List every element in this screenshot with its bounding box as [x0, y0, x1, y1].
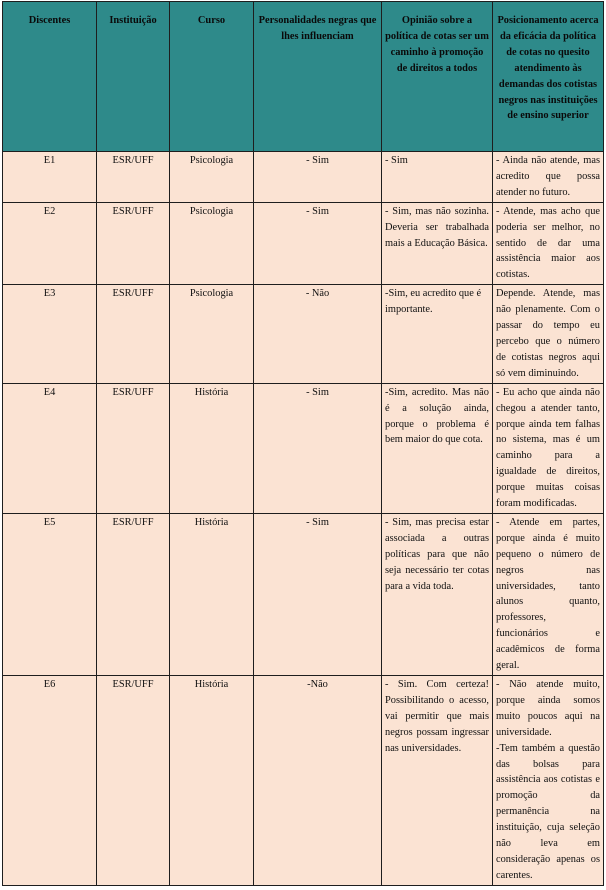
header-instituicao: Instituição	[97, 2, 170, 152]
cell-posicionamento-paragraph: - Não atende muito, porque ainda somos muito poucos aqui na universidade.	[496, 679, 600, 738]
cell-posicionamento: - Ainda não atende, mas acredito que possa atender no futuro.	[493, 152, 604, 203]
header-curso: Curso	[170, 2, 254, 152]
cell-opiniao: - Sim, mas não sozinha. Deveria ser trabalhada mais a Educação Básica.	[382, 202, 493, 285]
cell-opiniao: - Sim. Com certeza! Possibilitando o acesso, vai permitir que mais negros possam ingressar nas universidades.	[382, 676, 493, 886]
table-row	[3, 152, 604, 203]
cell-curso: Psicologia	[170, 152, 254, 203]
students-table	[2, 1, 604, 886]
cell-opiniao: -Sim, eu acredito que é importante.	[382, 285, 493, 383]
cell-posicionamento: - Eu acho que ainda não chegou a atender tanto, porque ainda tem falhas no sistema, mas é um caminho para a igualdade de direitos, porque muitas coisas foram modificadas.	[493, 383, 604, 513]
cell-instituicao: ESR/UFF	[97, 202, 170, 285]
table-row	[3, 513, 604, 675]
cell-posicionamento: - Atende em partes, porque ainda é muito pequeno o número de negros nas universidades, tanto alunos quanto, professores, funcionários e acadêmicos de forma geral.	[493, 513, 604, 675]
cell-opiniao: - Sim, mas precisa estar associada a outras políticas para que não seja necessário ter cotas para a vida toda.	[382, 513, 493, 675]
cell-instituicao: ESR/UFF	[97, 676, 170, 886]
header-posicionamento: Posicionamento acerca da eficácia da política de cotas no quesito atendimento às demandas dos cotistas negros nas instituições de ensino superior	[493, 2, 604, 152]
cell-curso: História	[170, 513, 254, 675]
cell-discente: E2	[3, 202, 97, 285]
cell-instituicao: ESR/UFF	[97, 152, 170, 203]
table-row	[3, 285, 604, 383]
cell-posicionamento	[493, 676, 604, 886]
cell-discente: E4	[3, 383, 97, 513]
cell-curso: Psicologia	[170, 202, 254, 285]
table-row	[3, 676, 604, 886]
cell-instituicao: ESR/UFF	[97, 383, 170, 513]
cell-personalidades: - Sim	[254, 202, 382, 285]
header-discentes: Discentes	[3, 2, 97, 152]
header-opiniao: Opinião sobre a política de cotas ser um caminho à promoção de direitos a todos	[382, 2, 493, 152]
cell-discente: E3	[3, 285, 97, 383]
table-row	[3, 383, 604, 513]
cell-curso: Psicologia	[170, 285, 254, 383]
cell-posicionamento: - Atende, mas acho que poderia ser melhor, no sentido de dar uma assistência maior aos cotistas.	[493, 202, 604, 285]
cell-personalidades: -Não	[254, 676, 382, 886]
header-row	[3, 2, 604, 152]
cell-curso: História	[170, 383, 254, 513]
cell-posicionamento: Depende. Atende, mas não plenamente. Com o passar do tempo eu percebo que o número de cotistas negros aqui só vem diminuindo.	[493, 285, 604, 383]
header-personalidades: Personalidades negras que lhes influenciam	[254, 2, 382, 152]
cell-posicionamento-paragraph: -Tem também a questão das bolsas para assistência aos cotistas e promoção da permanência na instituição, cuja seleção não leva em consideração apenas os carentes.	[496, 742, 600, 881]
table-row	[3, 202, 604, 285]
cell-discente: E5	[3, 513, 97, 675]
cell-personalidades: - Não	[254, 285, 382, 383]
cell-personalidades: - Sim	[254, 513, 382, 675]
cell-opiniao: -Sim, acredito. Mas não é a solução ainda, porque o problema é bem maior do que cota.	[382, 383, 493, 513]
cell-discente: E1	[3, 152, 97, 203]
cell-personalidades: - Sim	[254, 383, 382, 513]
cell-discente: E6	[3, 676, 97, 886]
cell-personalidades: - Sim	[254, 152, 382, 203]
cell-opiniao: - Sim	[382, 152, 493, 203]
cell-curso: História	[170, 676, 254, 886]
cell-instituicao: ESR/UFF	[97, 513, 170, 675]
cell-instituicao: ESR/UFF	[97, 285, 170, 383]
